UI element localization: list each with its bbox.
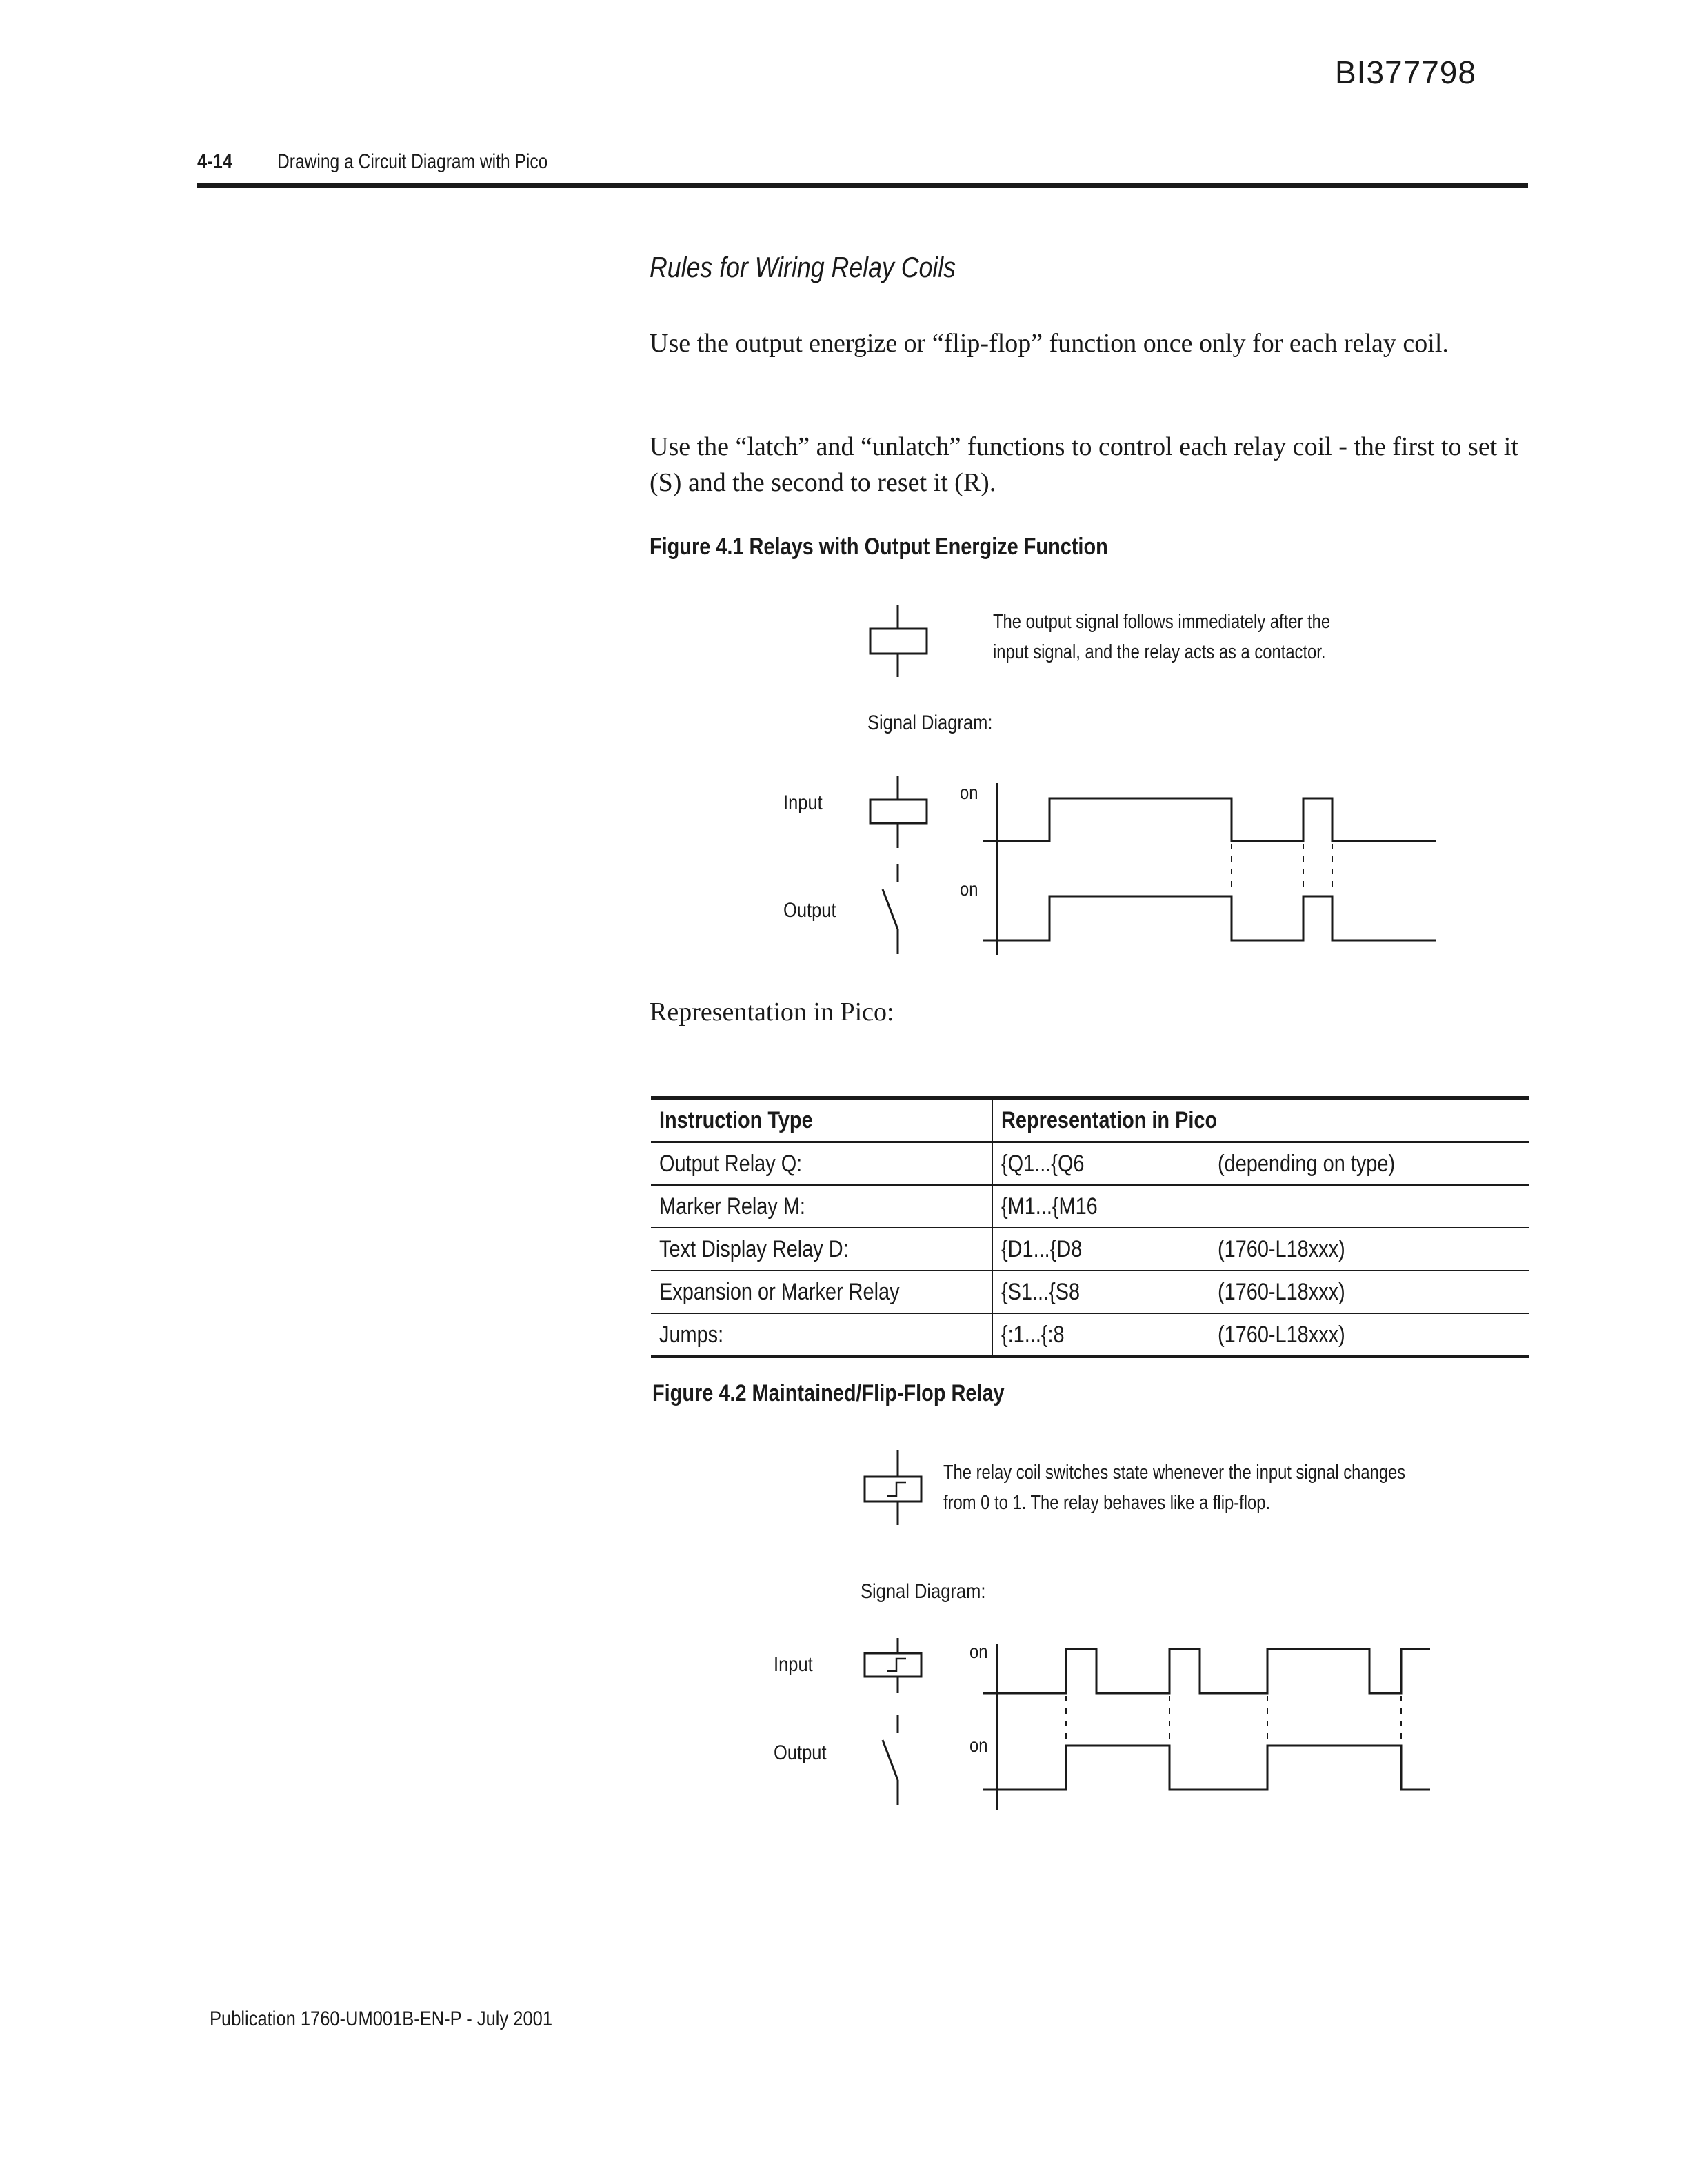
figure-2-input-coil-icon xyxy=(865,1638,921,1693)
running-head: Drawing a Circuit Diagram with Pico xyxy=(277,150,548,173)
figure-1-caption: Figure 4.1 Relays with Output Energize Function xyxy=(650,534,1108,560)
figure-1-input-on-label: on xyxy=(960,782,978,803)
cell-note: (1760-L18xxx) xyxy=(1209,1271,1529,1313)
figure-1-output-label: Output xyxy=(783,899,836,922)
paragraph-latch-rule: Use the “latch” and “unlatch” functions to control each relay coil - the first to set it (S) and the second to reset it (R). xyxy=(650,432,1518,497)
figure-2-coil-symbol xyxy=(865,1450,921,1525)
figure-1-output-on-label: on xyxy=(960,878,978,900)
section-heading: Rules for Wiring Relay Coils xyxy=(650,251,956,283)
figure-2-timing-diagram xyxy=(983,1644,1430,1810)
cell-note: (1760-L18xxx) xyxy=(1209,1228,1529,1271)
cell-note: (1760-L18xxx) xyxy=(1209,1313,1529,1357)
header-instruction-type: Instruction Type xyxy=(651,1098,992,1142)
cell-representation: {M1...{M16 xyxy=(992,1185,1209,1228)
paragraph-flip-flop-rule: Use the output energize or “flip-flop” function once only for each relay coil. xyxy=(650,329,1449,358)
cell-representation: {:1...{:8 xyxy=(992,1313,1209,1357)
figure-2-caption: Figure 4.2 Maintained/Flip-Flop Relay xyxy=(652,1380,1005,1406)
cell-instruction: Output Relay Q: xyxy=(651,1142,992,1186)
figure-2-input-label: Input xyxy=(774,1653,813,1676)
publication-footer: Publication 1760-UM001B-EN-P - July 2001 xyxy=(210,2008,553,2030)
figure-1-timing-diagram xyxy=(983,783,1436,956)
cell-representation: {S1...{S8 xyxy=(992,1271,1209,1313)
figure-1-input-label: Input xyxy=(783,791,823,814)
figure-2-description-line-2: from 0 to 1. The relay behaves like a flip-flop. xyxy=(943,1492,1271,1514)
figure-2-description-line-1: The relay coil switches state whenever the input signal changes xyxy=(943,1462,1406,1484)
page-number: 4-14 xyxy=(197,150,233,173)
figure-1-output-contact-icon xyxy=(883,865,898,954)
document-id: BI377798 xyxy=(1335,54,1476,90)
figure-2-output-on-label: on xyxy=(969,1735,988,1756)
header-representation: Representation in Pico xyxy=(992,1098,1529,1142)
figure-1-description-line-1: The output signal follows immediately after the xyxy=(993,611,1331,633)
cell-instruction: Expansion or Marker Relay xyxy=(651,1271,992,1313)
cell-instruction: Jumps: xyxy=(651,1313,992,1357)
figure-1-description-line-2: input signal, and the relay acts as a contactor. xyxy=(993,641,1326,663)
figure-2-signal-label: Signal Diagram: xyxy=(861,1580,986,1603)
cell-instruction: Text Display Relay D: xyxy=(651,1228,992,1271)
cell-representation: {Q1...{Q6 xyxy=(992,1142,1209,1186)
cell-instruction: Marker Relay M: xyxy=(651,1185,992,1228)
figure-1-signal-label: Signal Diagram: xyxy=(867,711,993,734)
representation-heading: Representation in Pico: xyxy=(650,998,894,1027)
figure-2-output-label: Output xyxy=(774,1741,827,1764)
cell-representation: {D1...{D8 xyxy=(992,1228,1209,1271)
figure-2-input-on-label: on xyxy=(969,1641,988,1662)
figure-1-input-coil-icon xyxy=(870,776,927,848)
figure-2-output-contact-icon xyxy=(883,1715,898,1805)
cell-note: (depending on type) xyxy=(1209,1142,1529,1186)
figure-1-coil-symbol xyxy=(870,605,927,677)
